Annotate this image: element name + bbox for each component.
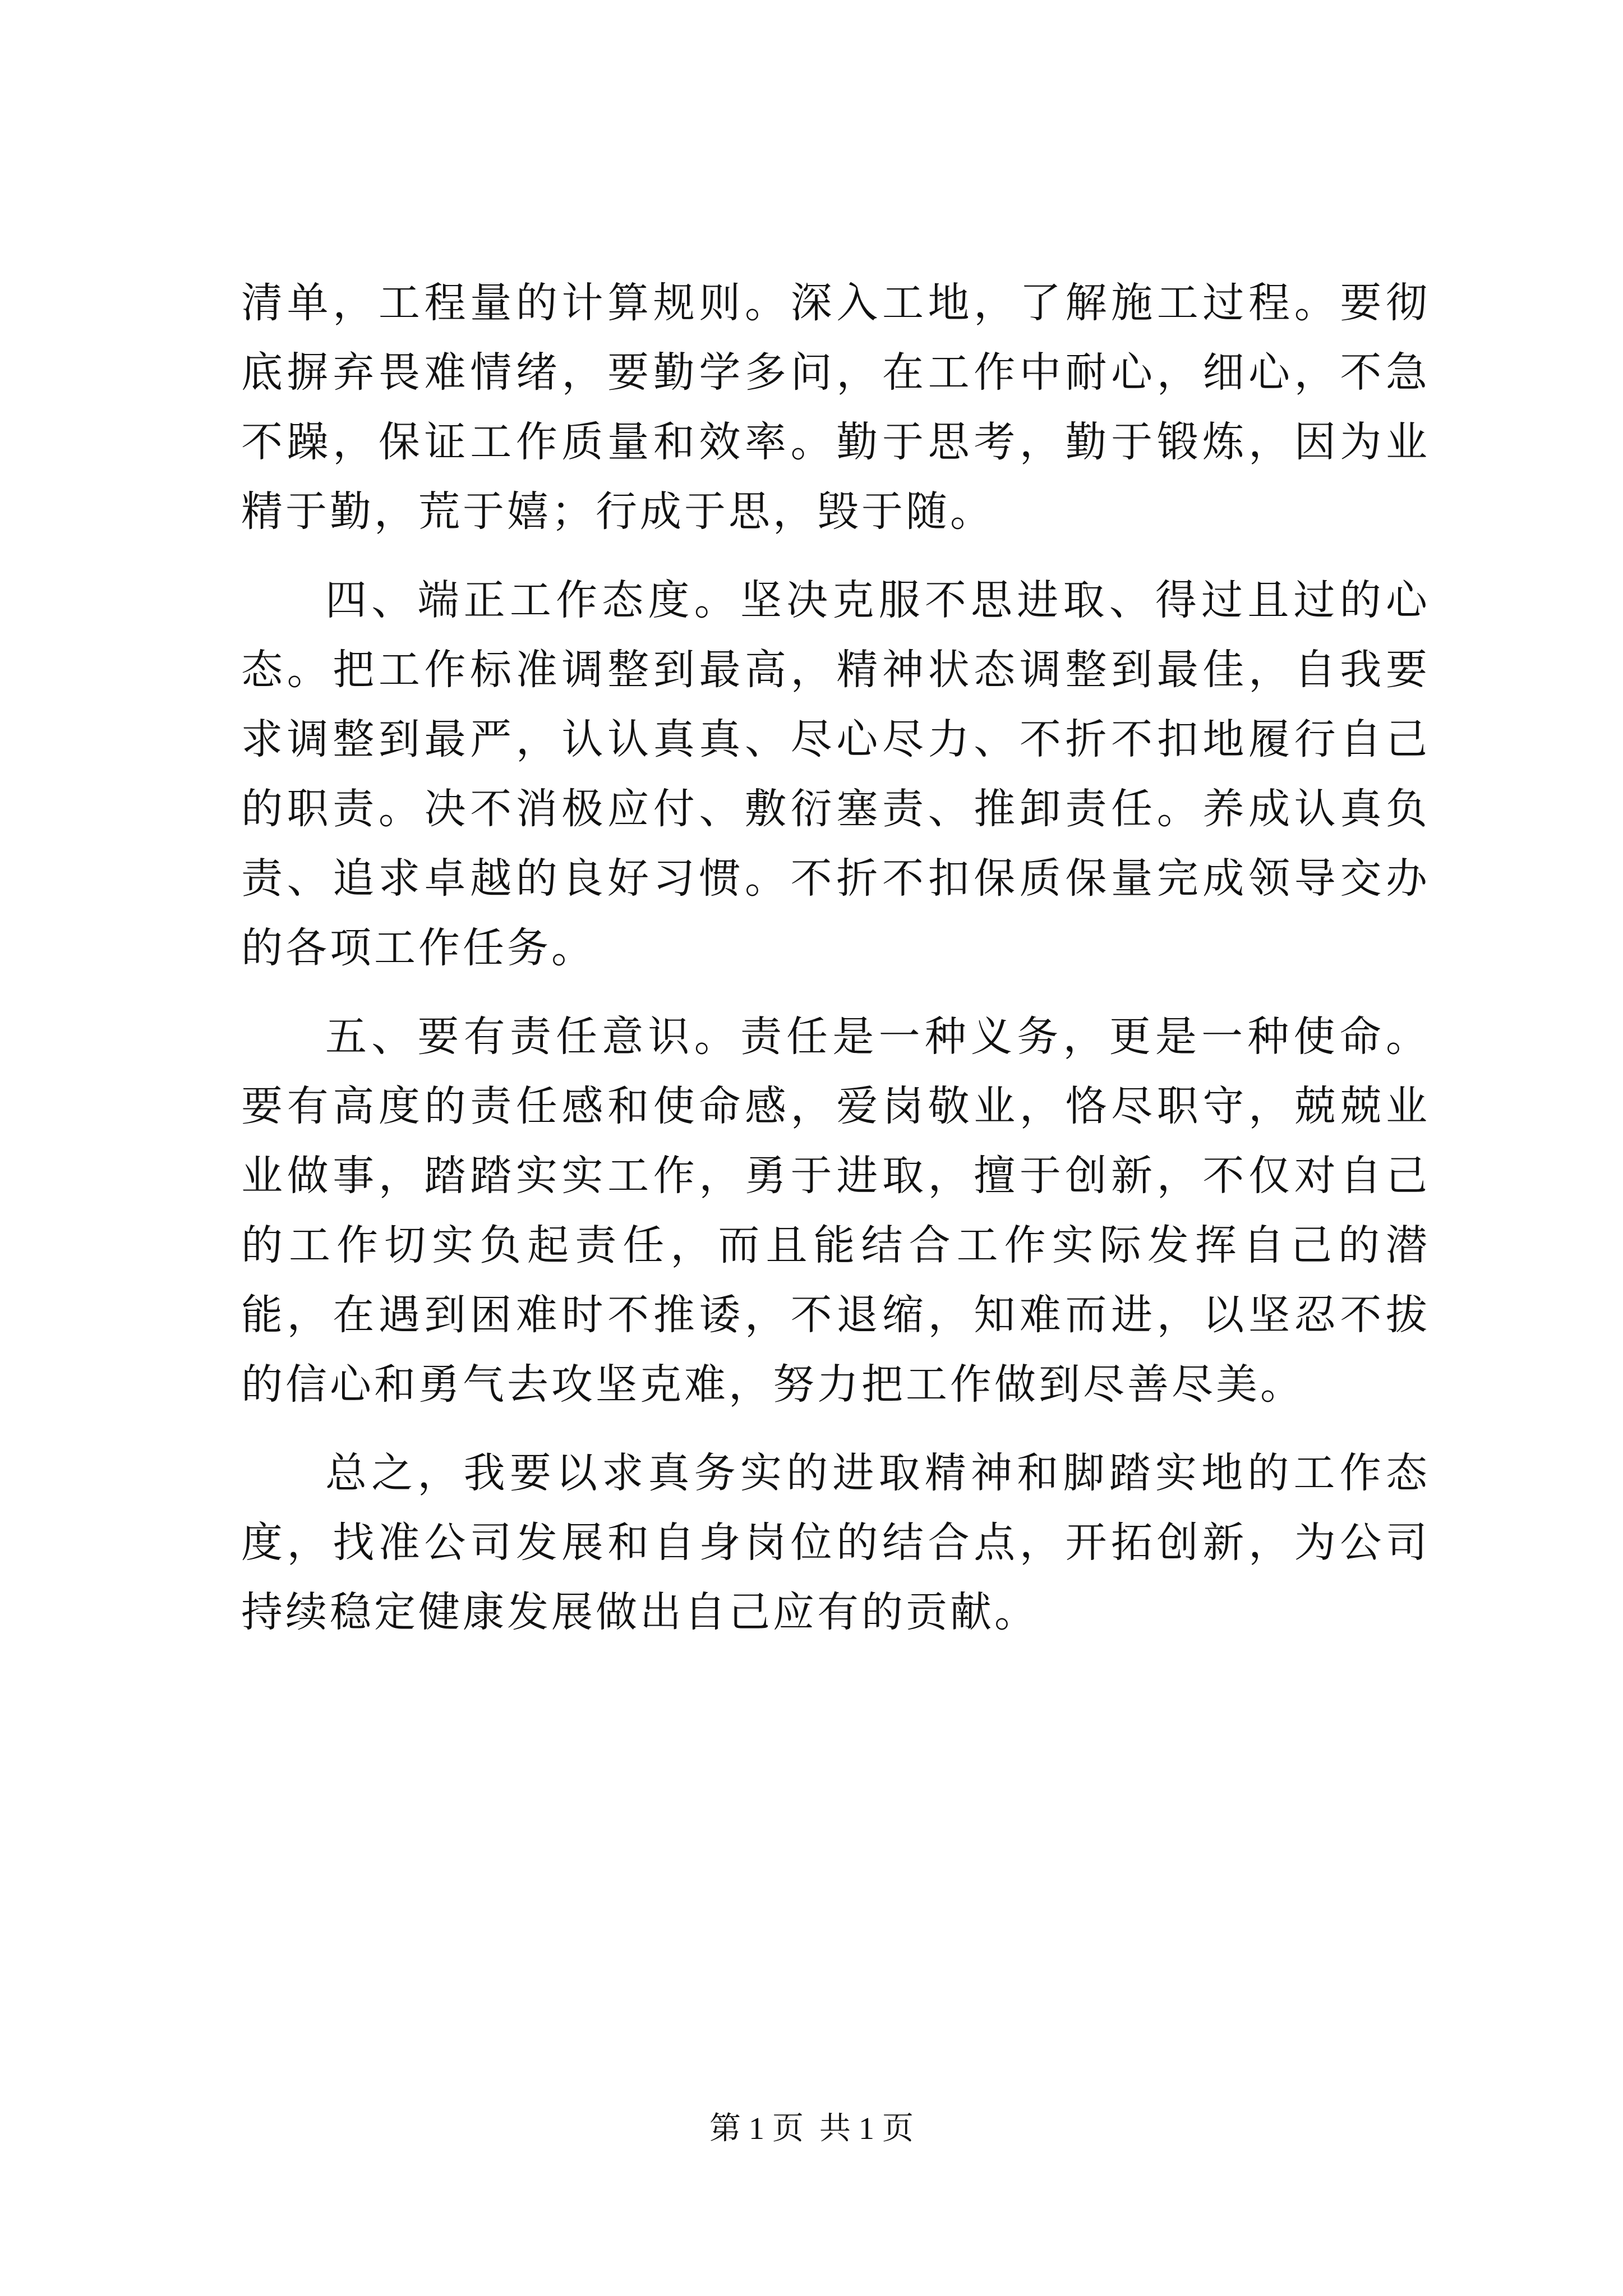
paragraph-conclusion: 总之，我要以求真务实的进取精神和脚踏实地的工作态度，找准公司发展和自身岗位的结合点，开拓创新，为公司持续稳定健康发展做出自己应有的贡献。 (241, 1449, 1430, 1636)
paragraph-continuation: 清单，工程量的计算规则。深入工地，了解施工过程。要彻底摒弃畏难情绪，要勤学多问，在工作中耐心，细心，不急不躁，保证工作质量和效率。勤于思考，勤于锻炼，因为业精于勤，荒于嬉；行成于思，毁于随。 (241, 279, 1430, 536)
paragraph-section-five: 五、要有责任意识。责任是一种义务，更是一种使命。要有高度的责任感和使命感，爱岗敬业，恪尽职守，兢兢业业做事，踏踏实实工作，勇于进取，擅于创新，不仅对自己的工作切实负起责任，而且能结合工作实际发挥自己的潜能，在遇到困难时不推诿，不退缩，知难而进，以坚忍不拔的信心和勇气去攻坚克难，努力把工作做到尽善尽美。 (241, 1013, 1430, 1409)
document-body (241, 268, 1430, 1647)
paragraph-section-four: 四、端正工作态度。坚决克服不思进取、得过且过的心态。把工作标准调整到最高，精神状态调整到最佳，自我要求调整到最严，认认真真、尽心尽力、不折不扣地履行自己的职责。决不消极应付、敷衍塞责、推卸责任。养成认真负责、追求卓越的良好习惯。不折不扣保质保量完成领导交办的各项工作任务。 (241, 576, 1430, 972)
page-footer (0, 2106, 1623, 2151)
page-number: 第 1 页 共 1 页 (709, 2111, 914, 2146)
